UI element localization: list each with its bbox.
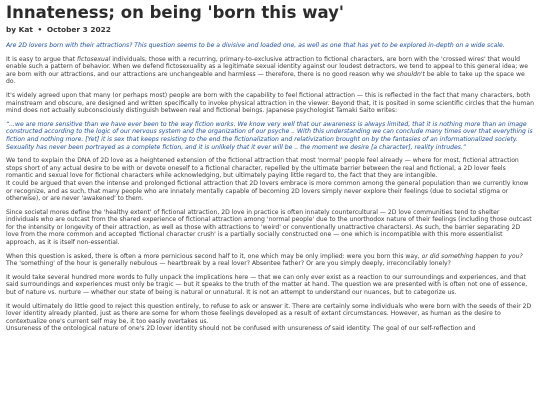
- paragraph-text: We tend to explain the DNA of 2D love as a heightened extension of the fictional attraction that most 'normal' people feel already — where for most, fictional attraction stops short of any actual desire to be with or devote oneself to a fictional character, repelled by the ultimate barrier between the real and fictional, a 2D lover feels romantic and sexual love for fictional characters while acknowledging, but ultimately paying little regard to, the fact that they are intangible.: [6, 157, 519, 180]
- paragraph-text: It would take several hundred more words to fully unpack the implications here — that we can only ever exist as a reaction to our surroundings and experiences, and that said surroundings and experiences must only be tragic — but it speaks to the truth of the matter at hand. The question we are presented with is often not one of essence, but of nature vs. nurture — whether our state of being is natural or unnatural. It is not an attempt to understand our nuances, but to categorize us.: [6, 273, 528, 297]
- post-author: by Kat: [6, 25, 33, 34]
- body-paragraph: [6, 253, 534, 268]
- body-paragraph: [6, 303, 534, 326]
- paragraph-text: Unsureness of the ontological nature of one's 2D lover identity should not be confused with unsureness: [6, 325, 325, 333]
- paragraph-text: This question seems to be a divisive and loaded one, as well as one that has yet to be explored in-depth on a wide scale.: [132, 42, 505, 49]
- paragraph-text: “...we are more sensitive than we have ever been to the way fiction works. We know very well that our awareness is always limited, that it is nothing more than an image constructed according to the logic of our nervous system and the organization of our psyche .. With this understanding we can conclude many times over that everything is fiction and nothing more. [Yet] it is sex that keeps resisting to the end the fictionalization and relativization brought on by the fantasies of an informationalized society. Sexuality has never been portrayed as a complete fiction, and it is unlikely that it ever will be .. the moment we desire [a character], reality intrudes.”: [6, 120, 533, 151]
- emphasis-text: shouldn't: [396, 70, 425, 78]
- body-paragraph: [6, 274, 534, 297]
- body-paragraph: [6, 209, 534, 247]
- body-paragraph: [6, 92, 534, 115]
- body-paragraph: [6, 56, 534, 86]
- emphasis-text: Are 2D lovers born with their attractions?: [6, 42, 133, 49]
- paragraph-text: It's widely agreed upon that many (or perhaps most) people are born with the capability to feel fictional attraction — this is reflected in the fact that many characters, both mainstream and obscure, are designed and written specifically to invoke physical attraction in the viewer. Beyond that, it is posited in some scientific circles that the human mind does not actually subconsciously distinguish between real and fictional beings. Japanese psychologist Tamaki Saito writes:: [6, 91, 534, 115]
- paragraph-text: It would ultimately do little good to reject this question entirely, to refuse to ask or answer it. There are certainly some individuals who were born with the seeds of their 2D lover identity already planted, just as there are some for whom those feelings developed as a result of extant circumstances. However, as human as the desire to contextualize one's current self may be, it too easily overtakes us.: [6, 302, 532, 325]
- byline-separator: •: [37, 25, 43, 34]
- paragraph-text: It could be argued that even the intense and prolonged fictional attraction that 2D lovers embrace is more common among the general population than we currently know or recognize, and as such, that many people who are innately mentally capable of becoming 2D lovers simply never explore their feelings (due to societal stigma or otherwise), or are never 'awakened' to them.: [6, 179, 529, 203]
- post-body: [6, 42, 534, 333]
- post-byline: [6, 25, 534, 35]
- body-paragraph: [6, 180, 534, 203]
- paragraph-text: When this question is asked, there is often a more pernicious second half to it, one which may be only implied: were you born this way,: [6, 252, 422, 260]
- post-date: October 3 2022: [46, 25, 111, 34]
- paragraph-text: individuals, those with a recurring, primary-to-exclusive attraction to fictional characters, are born with the 'crossed wires' that would enable such a pattern of behavior. When we defend fictosexuality as a legitimate sexual identity against our loudest detractors, we tend to appeal to this general idea; we are born with our attractions, and our attractions are unchangeable and harmless — therefore, there is no good reason why we: [6, 55, 528, 78]
- emphasis-text: or did something happen to you?: [421, 252, 523, 260]
- paragraph-text: The 'something' of the hour is generally nebulous — heartbreak by a real lover? Absentee father? Or are you simply deeply, irreconcilably lonely?: [6, 260, 451, 268]
- emphasis-text: fictosexual: [77, 55, 111, 63]
- paragraph-text: It is easy to argue that: [6, 55, 78, 63]
- paragraph-text: be able to take up the space we do.: [6, 70, 525, 86]
- body-paragraph: [6, 157, 534, 180]
- block-quote: [6, 121, 534, 151]
- paragraph-text: said identity. The goal of our self-reflection and: [330, 325, 476, 333]
- emphasis-text: of: [324, 325, 331, 333]
- intro-paragraph: [6, 42, 534, 50]
- body-paragraph: [6, 325, 534, 333]
- post-title: Innateness; on being 'born this way': [6, 3, 344, 22]
- paragraph-text: Since societal mores define the 'healthy extent' of fictional attraction, 2D love in practice is often innately countercultural — 2D love communities tend to shelter individuals who are outcast from the shared experience of fictional attraction among 'normal people' due to the unorthodox nature of their feelings (including those outcast for the intensity or longevity of their attraction, as well as those with attractions to 'weird' or conventionally unattractive characters). As such, the barrier separating 2D love from the more common and accepted 'fictional character crush' is a partially socially constructed one — one which is incompatible with this more essentialist approach, as it is itself non-essential.: [6, 208, 532, 247]
